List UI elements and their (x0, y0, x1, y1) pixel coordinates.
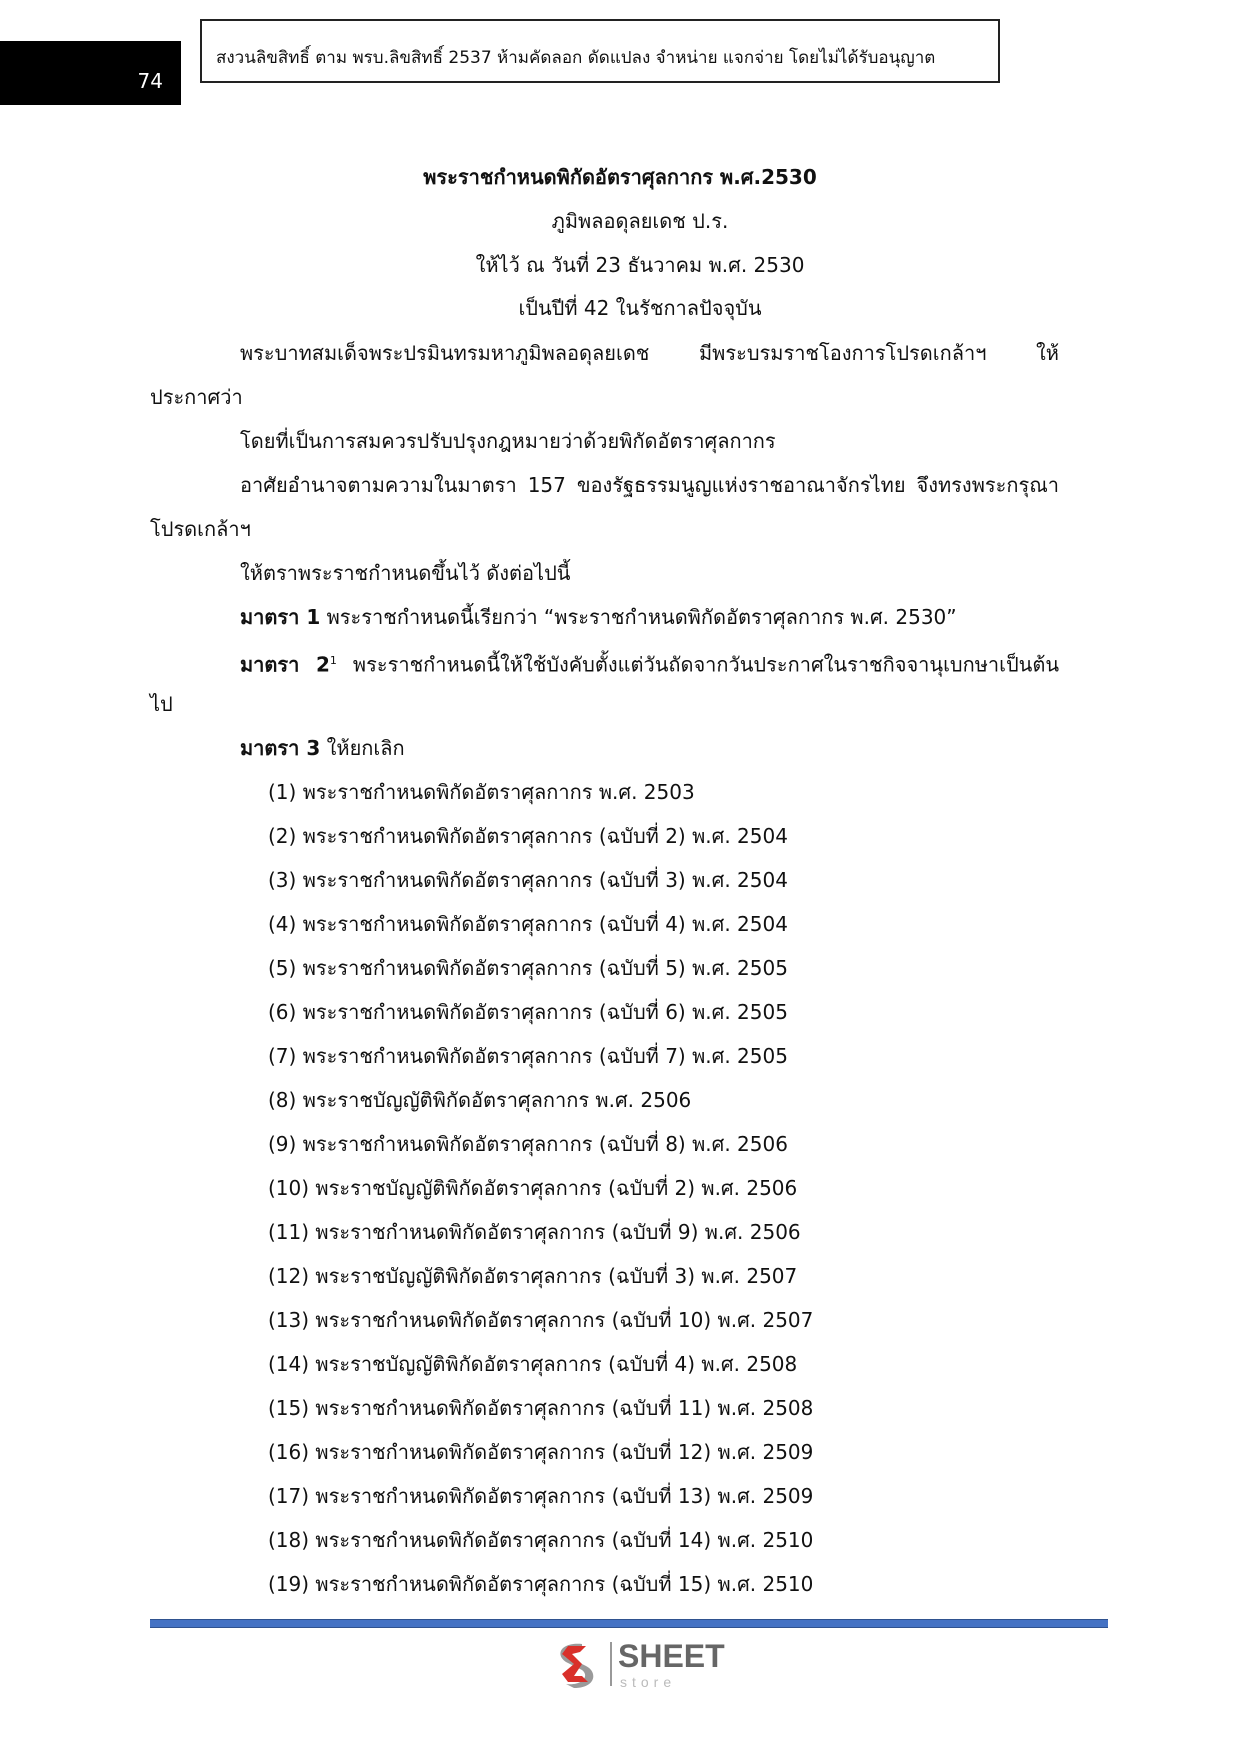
copyright-header (200, 19, 1000, 83)
repealed-item: (12) พระราชบัญญัติพิกัดอัตราศุลกากร (ฉบับที่ 3) พ.ศ. 2507 (268, 1264, 798, 1288)
repealed-item: (1) พระราชกำหนดพิกัดอัตราศุลกากร พ.ศ. 2503 (268, 780, 695, 804)
section-1 (240, 602, 957, 632)
logo-divider (610, 1642, 612, 1686)
preamble-line: ประกาศว่า (150, 385, 243, 409)
repealed-item: (13) พระราชกำหนดพิกัดอัตราศุลกากร (ฉบับที่ 10) พ.ศ. 2507 (268, 1308, 814, 1332)
signer: ภูมิพลอดุลยเดช ป.ร. (551, 209, 729, 233)
section-label: มาตรา 3 (240, 736, 321, 760)
copyright-notice: สงวนลิขสิทธิ์ ตาม พรบ.ลิขสิทธิ์ 2537 ห้ามคัดลอก ดัดแปลง จำหน่าย แจกจ่าย โดยไม่ได้รับอนุญาต (216, 48, 936, 68)
repealed-item: (10) พระราชบัญญัติพิกัดอัตราศุลกากร (ฉบับที่ 2) พ.ศ. 2506 (268, 1176, 798, 1200)
footnote-ref[interactable]: 1 (329, 654, 337, 667)
section-2-cont: ไป (150, 692, 173, 716)
page-number-box (0, 41, 181, 105)
repealed-item: (18) พระราชกำหนดพิกัดอัตราศุลกากร (ฉบับที่ 14) พ.ศ. 2510 (268, 1528, 814, 1552)
repealed-item: (9) พระราชกำหนดพิกัดอัตราศุลกากร (ฉบับที่ 8) พ.ศ. 2506 (268, 1132, 788, 1156)
section-text: พระราชกำหนดนี้เรียกว่า “พระราชกำหนดพิกัดอัตราศุลกากร พ.ศ. 2530” (320, 605, 957, 629)
logo-brand: SHEET (618, 1638, 725, 1674)
preamble-line: อาศัยอำนาจตามความในมาตรา 157 ของรัฐธรรมนูญแห่งราชอาณาจักรไทย จึงทรงพระกรุณา (240, 473, 1059, 497)
preamble-line: โดยที่เป็นการสมควรปรับปรุงกฎหมายว่าด้วยพิกัดอัตราศุลกากร (240, 429, 776, 453)
page-number: 74 (137, 69, 163, 93)
repealed-item: (8) พระราชบัญญัติพิกัดอัตราศุลกากร พ.ศ. 2506 (268, 1088, 692, 1112)
repealed-item: (2) พระราชกำหนดพิกัดอัตราศุลกากร (ฉบับที่ 2) พ.ศ. 2504 (268, 824, 788, 848)
section-label: มาตรา 1 (240, 605, 321, 629)
section-text: พระราชกำหนดนี้ให้ใช้บังคับตั้งแต่วันถัดจากวันประกาศในราชกิจจานุเบกษาเป็นต้น (336, 652, 1059, 677)
repealed-item: (6) พระราชกำหนดพิกัดอัตราศุลกากร (ฉบับที่ 6) พ.ศ. 2505 (268, 1000, 788, 1024)
repealed-item: (15) พระราชกำหนดพิกัดอัตราศุลกากร (ฉบับที่ 11) พ.ศ. 2508 (268, 1396, 814, 1420)
preamble-line: ให้ตราพระราชกำหนดขึ้นไว้ ดังต่อไปนี้ (240, 561, 571, 585)
repealed-item: (19) พระราชกำหนดพิกัดอัตราศุลกากร (ฉบับที่ 15) พ.ศ. 2510 (268, 1572, 814, 1596)
repealed-item: (3) พระราชกำหนดพิกัดอัตราศุลกากร (ฉบับที่ 3) พ.ศ. 2504 (268, 868, 788, 892)
preamble-line: พระบาทสมเด็จพระปรมินทรมหาภูมิพลอดุลยเดช มีพระบรมราชโองการโปรดเกล้าฯ ให้ (240, 341, 1059, 365)
document-title: พระราชกำหนดพิกัดอัตราศุลกากร พ.ศ.2530 (423, 165, 817, 189)
repealed-item: (14) พระราชบัญญัติพิกัดอัตราศุลกากร (ฉบับที่ 4) พ.ศ. 2508 (268, 1352, 798, 1376)
given-date: ให้ไว้ ณ วันที่ 23 ธันวาคม พ.ศ. 2530 (475, 253, 805, 277)
reign-year: เป็นปีที่ 42 ในรัชกาลปัจจุบัน (518, 296, 762, 320)
repealed-item: (4) พระราชกำหนดพิกัดอัตราศุลกากร (ฉบับที่ 4) พ.ศ. 2504 (268, 912, 788, 936)
section-3 (240, 733, 405, 763)
section-2 (240, 646, 1059, 680)
repealed-item: (17) พระราชกำหนดพิกัดอัตราศุลกากร (ฉบับที่ 13) พ.ศ. 2509 (268, 1484, 814, 1508)
repealed-item: (5) พระราชกำหนดพิกัดอัตราศุลกากร (ฉบับที่ 5) พ.ศ. 2505 (268, 956, 788, 980)
preamble-line: โปรดเกล้าฯ (150, 517, 251, 541)
section-text: ให้ยกเลิก (320, 736, 405, 760)
repealed-item: (7) พระราชกำหนดพิกัดอัตราศุลกากร (ฉบับที่ 7) พ.ศ. 2505 (268, 1044, 788, 1068)
footer-rule (150, 1619, 1108, 1628)
section-label: มาตรา 2 (240, 652, 330, 677)
repealed-item: (11) พระราชกำหนดพิกัดอัตราศุลกากร (ฉบับที่ 9) พ.ศ. 2506 (268, 1220, 801, 1244)
logo-s-icon (552, 1640, 600, 1690)
sheet-store-logo (552, 1638, 732, 1694)
logo-sub: store (620, 1674, 677, 1690)
repealed-item: (16) พระราชกำหนดพิกัดอัตราศุลกากร (ฉบับที่ 12) พ.ศ. 2509 (268, 1440, 814, 1464)
